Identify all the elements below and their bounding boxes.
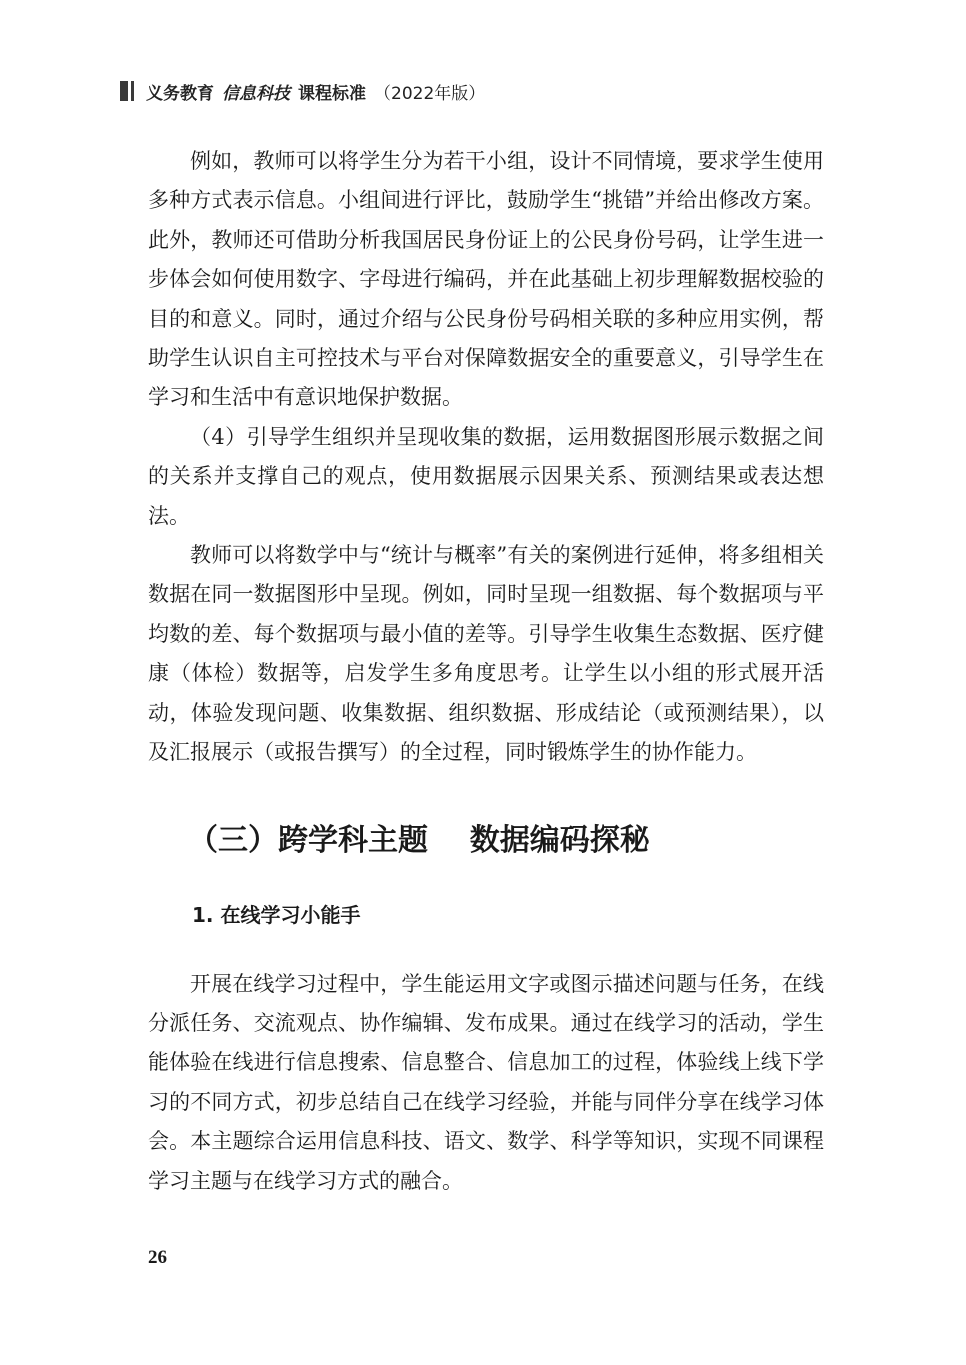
header-part-curriculum-standard: 课程标准 [298,83,366,104]
paragraph-online-learning: 开展在线学习过程中，学生能运用文字或图示描述问题与任务，在线分派任务、交流观点、协作编辑、发布成果。通过在线学习的活动，学生能体验在线进行信息搜索、信息整合、信息加工的过程，体验线上线下学习的不同方式，初步总结自己在线学习经验，并能与同伴分享在线学习体会。本主题综合运用信息科技、语文、数学、科学等知识，实现不同课程学习主题与在线学习方式的融合。 [148,971,824,1193]
header-part-edition: （2022年版） [374,83,486,104]
header-bar-thin [131,81,134,101]
section-title: （三）跨学科主题 数据编码探秘 [188,822,650,858]
header-part-subject: 信息科技 [222,83,290,104]
paragraph-statistics-case: 教师可以将数学中与“统计与概率”有关的案例进行延伸，将多组相关数据在同一数据图形中呈现。例如，同时呈现一组数据、每个数据项与平均数的差、每个数据项与最小值的差等。引导学生收集生态数据、医疗健康（体检）数据等，启发学生多角度思考。让学生以小组的形式展开活动，体验发现问题、收集数据、组织数据、形成结论（或预测结果），以及汇报展示（或报告撰写）的全过程，同时锻炼学生的协作能力。 [148,543,824,765]
header-bar-thick [120,81,128,101]
running-header [120,78,485,104]
page-number: 26 [148,1247,167,1268]
header-part-compulsory-education: 义务教育 [146,83,214,104]
header-bars-icon [120,81,134,101]
paragraph-item-4: （4）引导学生组织并呈现收集的数据，运用数据图形展示数据之间的关系并支撑自己的观点，使用数据展示因果关系、预测结果或表达想法。 [148,424,824,528]
paragraph-example-grouping: 例如，教师可以将学生分为若干小组，设计不同情境，要求学生使用多种方式表示信息。小组间进行评比，鼓励学生“挑错”并给出修改方案。此外，教师还可借助分析我国居民身份证上的公民身份号码，让学生进一步体会如何使用数字、字母进行编码，并在此基础上初步理解数据校验的目的和意义。同时，通过介绍与公民身份号码相关联的多种应用实例，帮助学生认识自主可控技术与平台对保障数据安全的重要意义，引导学生在学习和生活中有意识地保护数据。 [148,149,824,410]
page-content [148,142,824,1201]
subsection-title: 1. 在线学习小能手 [192,902,361,927]
